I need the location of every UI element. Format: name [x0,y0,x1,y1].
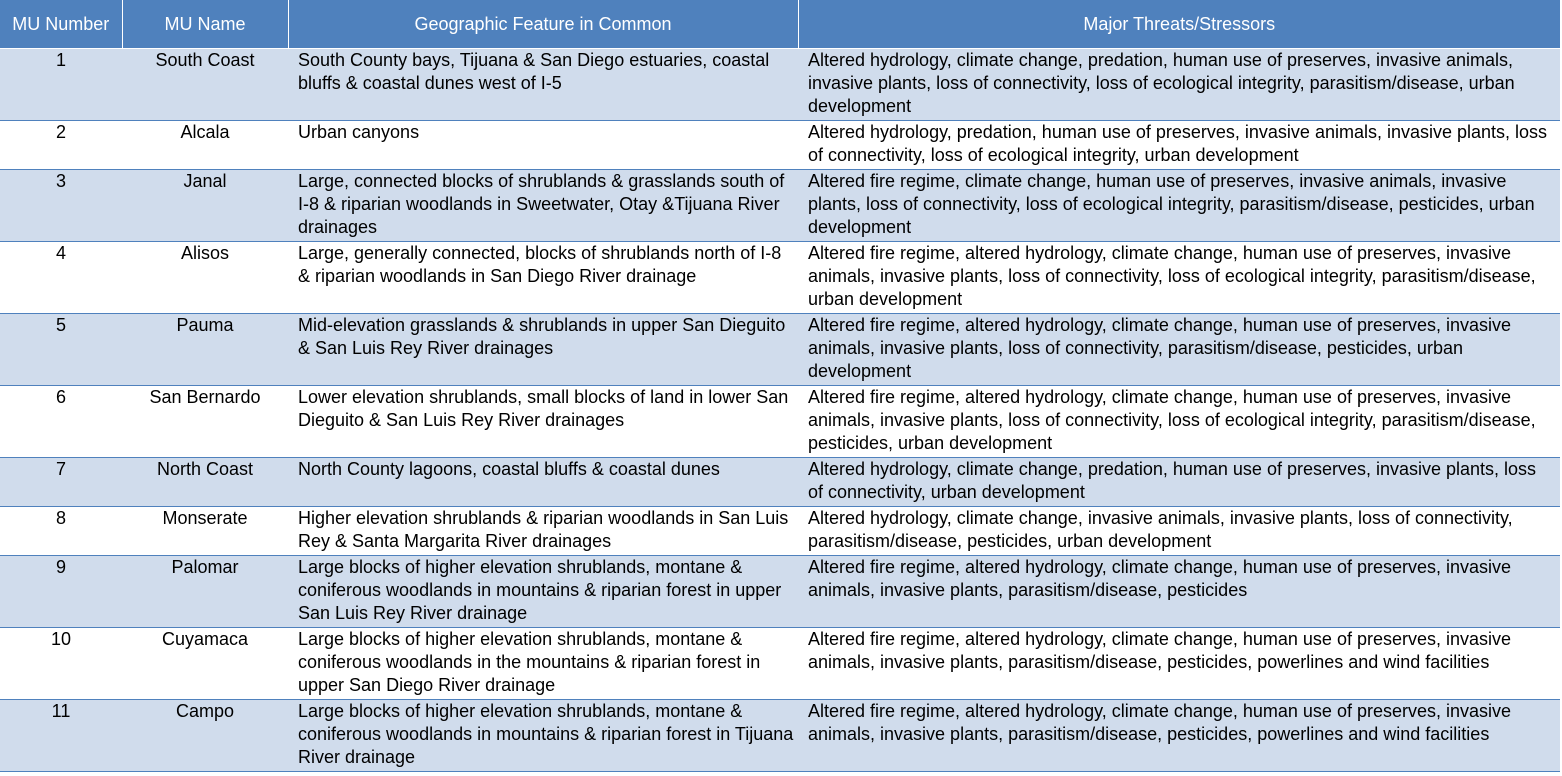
geographic-feature-cell: South County bays, Tijuana & San Diego estuaries, coastal bluffs & coastal dunes west of I-5 [288,48,798,120]
header-major-threats: Major Threats/Stressors [798,0,1560,48]
threats-cell: Altered fire regime, altered hydrology, climate change, human use of preserves, invasive animals, invasive plants, parasitism/disease, pesticides, powerlines and wind facilities [798,627,1560,699]
table-row [0,241,1560,313]
geographic-feature-cell: Mid-elevation grasslands & shrublands in upper San Dieguito & San Luis Rey River drainages [288,313,798,385]
mu-number-cell: 3 [0,169,122,241]
table-row [0,506,1560,555]
threats-cell: Altered hydrology, climate change, predation, human use of preserves, invasive plants, loss of connectivity, urban development [798,457,1560,506]
threats-cell: Altered fire regime, altered hydrology, climate change, human use of preserves, invasive animals, invasive plants, loss of connectivity, parasitism/disease, pesticides, urban development [798,313,1560,385]
mu-name-cell: San Bernardo [122,385,288,457]
mu-number-cell: 1 [0,48,122,120]
threats-cell: Altered fire regime, altered hydrology, climate change, human use of preserves, invasive animals, invasive plants, parasitism/disease, pesticides [798,555,1560,627]
mu-number-cell: 8 [0,506,122,555]
mu-name-cell: Monserate [122,506,288,555]
table-row [0,627,1560,699]
table-row [0,120,1560,169]
table-row [0,555,1560,627]
mu-name-cell: Janal [122,169,288,241]
geographic-feature-cell: Lower elevation shrublands, small blocks of land in lower San Dieguito & San Luis Rey River drainages [288,385,798,457]
geographic-feature-cell: Large blocks of higher elevation shrublands, montane & coniferous woodlands in mountains & riparian forest in Tijuana River drainage [288,699,798,771]
mu-number-cell: 10 [0,627,122,699]
geographic-feature-cell: Large blocks of higher elevation shrublands, montane & coniferous woodlands in the mountains & riparian forest in upper San Diego River drainage [288,627,798,699]
table-row [0,169,1560,241]
table-header [0,0,1560,48]
mu-number-cell: 2 [0,120,122,169]
mu-number-cell: 5 [0,313,122,385]
threats-cell: Altered fire regime, climate change, human use of preserves, invasive animals, invasive plants, loss of connectivity, loss of ecological integrity, parasitism/disease, pesticides, urban development [798,169,1560,241]
mu-name-cell: Alisos [122,241,288,313]
mu-number-cell: 6 [0,385,122,457]
threats-cell: Altered fire regime, altered hydrology, climate change, human use of preserves, invasive animals, invasive plants, parasitism/disease, pesticides, powerlines and wind facilities [798,699,1560,771]
threats-cell: Altered fire regime, altered hydrology, climate change, human use of preserves, invasive animals, invasive plants, loss of connectivity, loss of ecological integrity, parasitism/disease, pesticides, urban development [798,385,1560,457]
geographic-feature-cell: Large, connected blocks of shrublands & grasslands south of I-8 & riparian woodlands in Sweetwater, Otay &Tijuana River drainages [288,169,798,241]
mu-name-cell: Palomar [122,555,288,627]
header-mu-name: MU Name [122,0,288,48]
threats-cell: Altered fire regime, altered hydrology, climate change, human use of preserves, invasive animals, invasive plants, loss of connectivity, loss of ecological integrity, parasitism/disease, urban development [798,241,1560,313]
mu-name-cell: North Coast [122,457,288,506]
geographic-feature-cell: Large, generally connected, blocks of shrublands north of I-8 & riparian woodlands in San Diego River drainage [288,241,798,313]
header-geographic-feature: Geographic Feature in Common [288,0,798,48]
mu-number-cell: 4 [0,241,122,313]
table-row [0,699,1560,771]
table-body [0,48,1560,771]
geographic-feature-cell: Large blocks of higher elevation shrublands, montane & coniferous woodlands in mountains & riparian forest in upper San Luis Rey River drainage [288,555,798,627]
header-mu-number: MU Number [0,0,122,48]
geographic-feature-cell: North County lagoons, coastal bluffs & coastal dunes [288,457,798,506]
table-row [0,313,1560,385]
threats-cell: Altered hydrology, climate change, predation, human use of preserves, invasive animals, invasive plants, loss of connectivity, loss of ecological integrity, parasitism/disease, urban development [798,48,1560,120]
mu-number-cell: 9 [0,555,122,627]
mu-number-cell: 11 [0,699,122,771]
mu-name-cell: South Coast [122,48,288,120]
table-row [0,385,1560,457]
mu-name-cell: Campo [122,699,288,771]
threats-cell: Altered hydrology, predation, human use of preserves, invasive animals, invasive plants, loss of connectivity, loss of ecological integrity, urban development [798,120,1560,169]
mu-number-cell: 7 [0,457,122,506]
table-row [0,48,1560,120]
mu-name-cell: Pauma [122,313,288,385]
threats-cell: Altered hydrology, climate change, invasive animals, invasive plants, loss of connectivity, parasitism/disease, pesticides, urban development [798,506,1560,555]
mu-name-cell: Alcala [122,120,288,169]
geographic-feature-cell: Urban canyons [288,120,798,169]
header-row [0,0,1560,48]
geographic-feature-cell: Higher elevation shrublands & riparian woodlands in San Luis Rey & Santa Margarita River drainages [288,506,798,555]
mu-name-cell: Cuyamaca [122,627,288,699]
table-row [0,457,1560,506]
